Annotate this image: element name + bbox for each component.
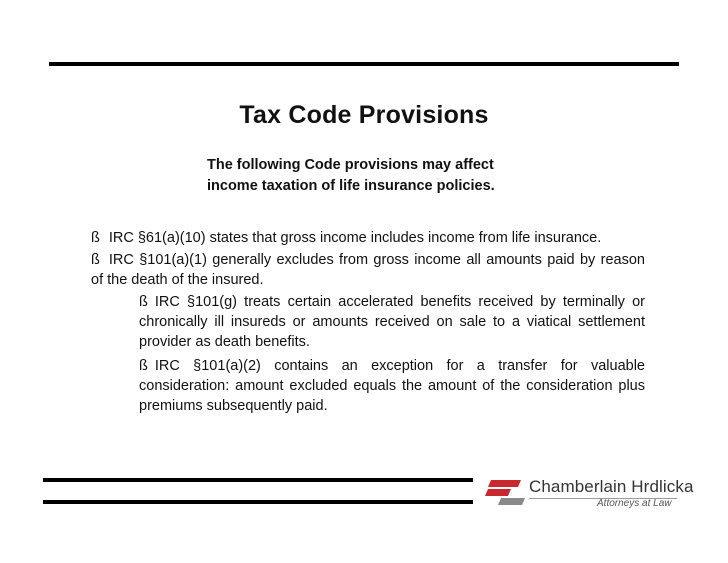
firm-logo: [485, 474, 694, 512]
logo-tagline: Attorneys at Law: [597, 498, 672, 509]
provisions-list: [91, 228, 645, 420]
bullet-icon: ß: [91, 252, 100, 268]
bullet-icon: ß: [139, 294, 148, 310]
bullet-text: IRC §101(g) treats certain accelerated benefits received by terminally or chronically ill insureds or amounts received on sale to a viatical settlement provider as death benefits.: [139, 294, 645, 350]
bullet-text: IRC §101(a)(1) generally excludes from gross income all amounts paid by reason of the death of the insured.: [91, 252, 645, 288]
logo-mark-bar-middle: [485, 489, 511, 496]
bullet-text: IRC §61(a)(10) states that gross income includes income from life insurance.: [108, 230, 602, 246]
page-title: Tax Code Provisions: [239, 101, 489, 129]
logo-mark-bar-top: [488, 480, 521, 487]
list-item: [91, 250, 645, 290]
sub-list-item: [139, 356, 645, 416]
sub-list-item: [139, 292, 645, 352]
list-item: [91, 228, 645, 248]
subtitle-line-2: income taxation of life insurance policies.: [207, 178, 495, 194]
logo-mark-bar-bottom: [498, 498, 525, 505]
logo-name: Chamberlain Hrdlicka: [529, 477, 694, 496]
page-subtitle: [207, 155, 567, 197]
subtitle-line-1: The following Code provisions may affect: [207, 157, 494, 173]
bullet-icon: ß: [91, 230, 100, 246]
logo-mark-icon: [485, 476, 525, 508]
top-divider: [49, 62, 679, 66]
bullet-icon: ß: [139, 358, 148, 374]
bottom-divider-2: [43, 500, 473, 504]
bottom-divider-1: [43, 478, 473, 482]
bullet-text: IRC §101(a)(2) contains an exception for a transfer for valuable consideration: amount excluded equals the amount of the consideration plus premiums subsequently paid.: [139, 358, 645, 414]
